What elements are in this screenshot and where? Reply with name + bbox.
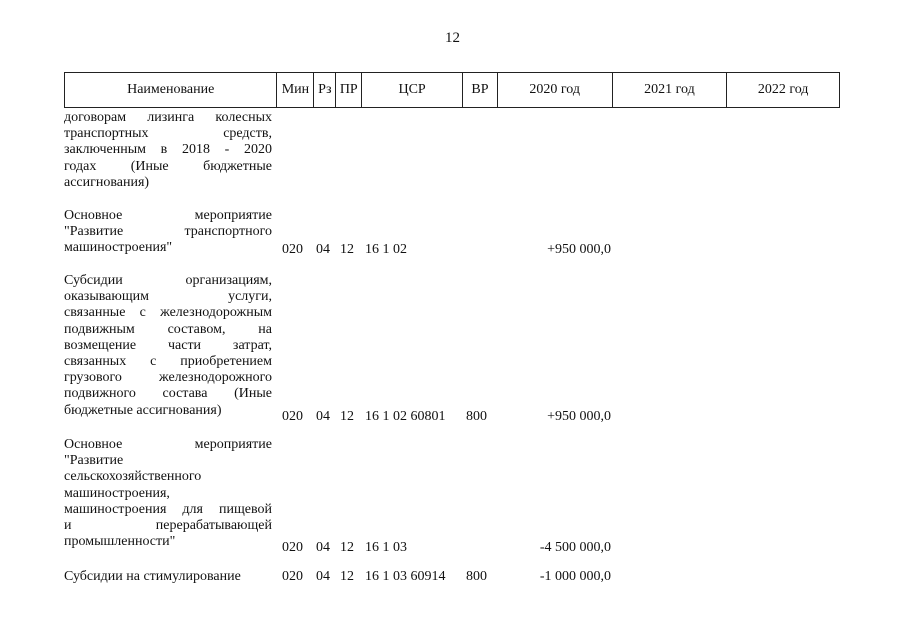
row-name-line: возмещение части затрат, — [64, 337, 272, 353]
row-amount-2020: -4 500 000,0 — [539, 540, 611, 555]
row-name-line: бюджетные ассигнования) — [64, 402, 222, 418]
row-rz: 04 — [316, 540, 330, 555]
row-min: 020 — [282, 569, 303, 584]
row-name-line: машиностроения для пищевой — [64, 501, 272, 517]
row-amount-2020: -1 000 000,0 — [539, 569, 611, 584]
row-csr: 16 1 02 60801 — [365, 409, 446, 424]
row-name-line: заключенным в 2018 - 2020 — [64, 142, 272, 158]
page-number: 12 — [445, 30, 460, 46]
header-csr: ЦСР — [361, 73, 462, 107]
row-min: 020 — [282, 540, 303, 555]
header-pr: ПР — [335, 73, 361, 107]
header-2020: 2020 год — [497, 73, 612, 107]
row-name-line: оказывающим услуги, — [64, 289, 272, 305]
row-name — [64, 208, 272, 257]
row-amount-2020: +950 000,0 — [547, 409, 611, 424]
row-csr: 16 1 02 — [365, 242, 407, 257]
row-name-line: Основное мероприятие — [64, 208, 272, 223]
row-name-line: транспортных средств, — [64, 126, 272, 142]
row-pr: 12 — [340, 540, 354, 555]
row-name-line: Субсидии организациям, — [64, 273, 272, 288]
header-name: Наименование — [127, 82, 215, 97]
header-vr: ВР — [462, 73, 497, 107]
row-name-line: ассигнования) — [64, 174, 150, 190]
row-rz: 04 — [316, 242, 330, 257]
row-name — [64, 110, 272, 191]
row-name-line: Основное мероприятие — [64, 437, 272, 452]
row-name-line: грузового железнодорожного — [64, 370, 272, 386]
row-min: 020 — [282, 409, 303, 424]
row-rz: 04 — [316, 409, 330, 424]
header-2022: 2022 год — [726, 73, 839, 107]
row-name-line: связанные с железнодорожным — [64, 305, 272, 321]
row-name-line: "Развитие — [64, 453, 124, 469]
row-name — [64, 569, 272, 585]
row-pr: 12 — [340, 242, 354, 257]
row-amount-2020: +950 000,0 — [547, 242, 611, 257]
row-name-line: связанных с приобретением — [64, 354, 272, 370]
row-name-line: подвижного состава (Иные — [64, 386, 272, 402]
row-pr: 12 — [340, 569, 354, 584]
row-name-line: годах (Иные бюджетные — [64, 158, 272, 174]
row-csr: 16 1 03 60914 — [365, 569, 446, 584]
row-name-line: договорам лизинга колесных — [64, 110, 272, 125]
row-name-line: Субсидии на стимулирование — [64, 569, 241, 584]
row-name-line: подвижным составом, на — [64, 321, 272, 337]
row-name-line: "Развитие транспортного — [64, 224, 272, 240]
row-csr: 16 1 03 — [365, 540, 407, 555]
header-min: Мин — [276, 73, 313, 107]
row-name-line: сельскохозяйственного — [64, 469, 202, 485]
header-rz: Рз — [313, 73, 335, 107]
row-name-line: машиностроения" — [64, 240, 173, 256]
row-min: 020 — [282, 242, 303, 257]
row-name-line: машиностроения, — [64, 485, 170, 501]
row-pr: 12 — [340, 409, 354, 424]
row-rz: 04 — [316, 569, 330, 584]
row-name — [64, 437, 272, 550]
row-vr: 800 — [466, 569, 487, 584]
row-name-line: и перерабатывающей — [64, 518, 272, 534]
row-name-line: промышленности" — [64, 534, 176, 550]
row-vr: 800 — [466, 409, 487, 424]
row-name — [64, 273, 272, 419]
header-2021: 2021 год — [612, 73, 727, 107]
